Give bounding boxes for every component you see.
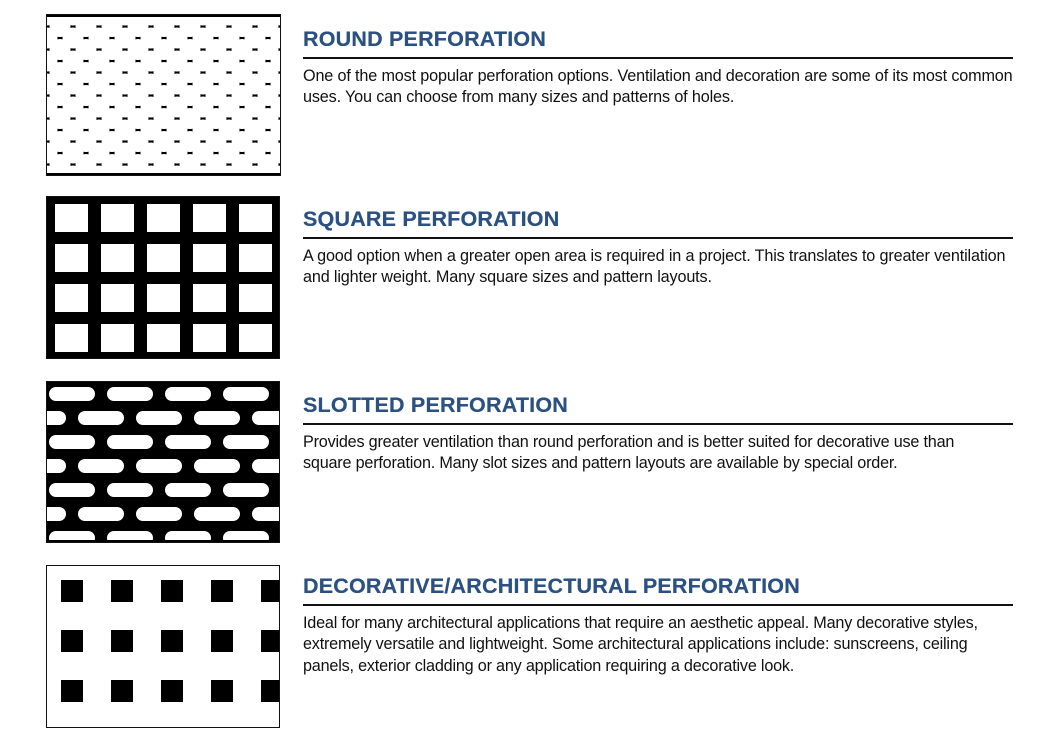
slotted-text-column <box>303 394 1013 475</box>
decorative-perforation-swatch <box>46 565 280 728</box>
round-perforation-swatch <box>46 14 281 176</box>
slotted-divider <box>303 423 1013 425</box>
decorative-divider <box>303 604 1013 606</box>
square-heading: SQUARE PERFORATION <box>303 207 560 231</box>
round-text-column <box>303 28 1013 109</box>
round-pattern-graphic <box>47 15 280 175</box>
round-heading: ROUND PERFORATION <box>303 27 547 51</box>
slotted-pattern-graphic <box>47 382 279 542</box>
square-text-column <box>303 208 1013 289</box>
square-perforation-swatch <box>46 196 280 359</box>
square-divider <box>303 237 1013 239</box>
slotted-heading: SLOTTED PERFORATION <box>303 393 568 417</box>
square-body-text: A good option when a greater open area is required in a project. This translates to greater ventilation and lighter weight. Many square sizes and pattern layouts. <box>303 246 1006 287</box>
decorative-pattern-graphic <box>47 566 279 727</box>
slotted-perforation-swatch <box>46 381 280 543</box>
round-divider <box>303 57 1013 59</box>
slotted-body-text: Provides greater ventilation than round perforation and is better suited for decorative use than square perforation. Many slot sizes and pattern layouts are available by special order. <box>303 432 955 473</box>
square-pattern-graphic <box>47 197 279 358</box>
decorative-body-text: Ideal for many architectural applications that require an aesthetic appeal. Many decorative styles, extremely versatile and lightweight. Some architectural applications include: sunscreens, ceiling panels, exterior cladding or any application requiring a decorative look. <box>303 613 978 675</box>
decorative-text-column <box>303 575 1013 677</box>
decorative-heading: DECORATIVE/ARCHITECTURAL PERFORATION <box>303 574 800 598</box>
round-body-text: One of the most popular perforation options. Ventilation and decoration are some of its most common uses. You can choose from many sizes and patterns of holes. <box>303 66 1013 107</box>
